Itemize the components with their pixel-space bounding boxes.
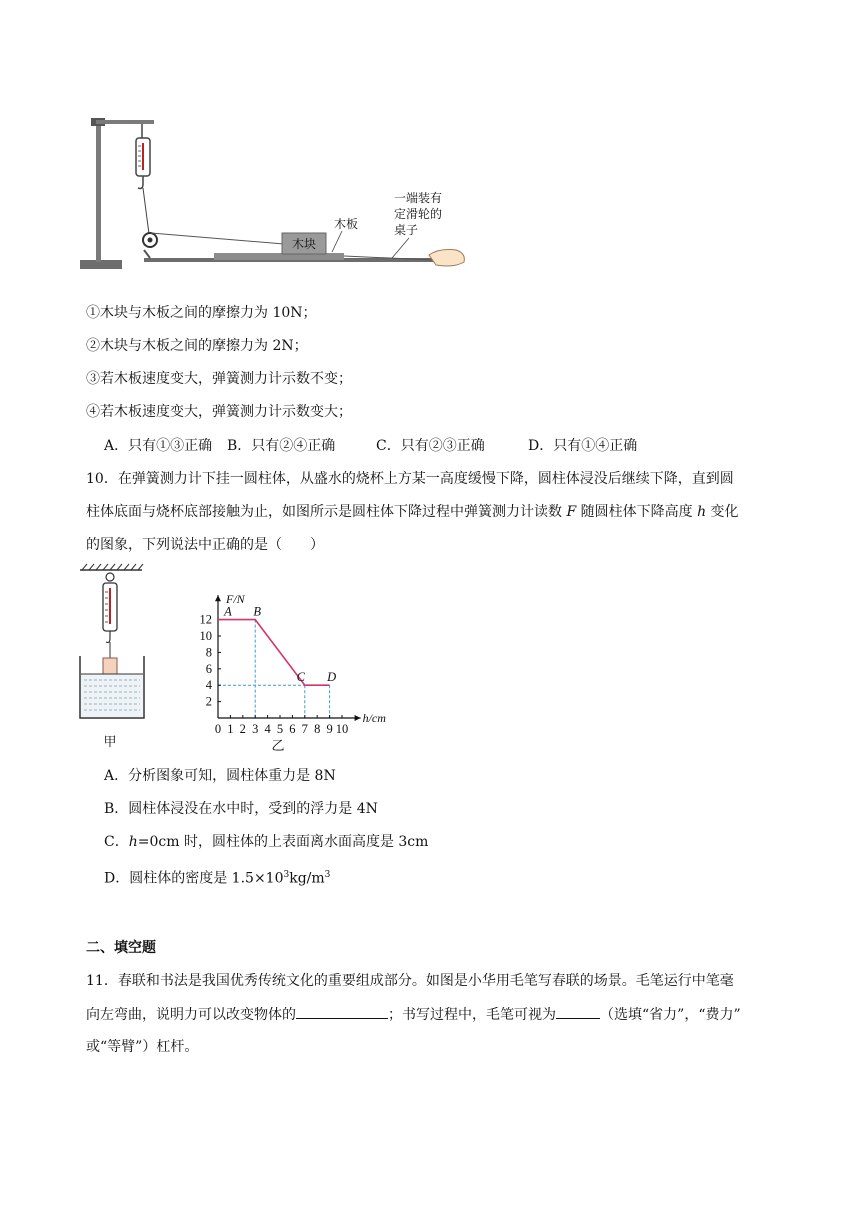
q10-option-c: C．h=0cm 时，圆柱体的上表面离水面高度是 3cm bbox=[104, 834, 429, 850]
point-label-b: B bbox=[253, 604, 262, 619]
q9-statement-2: ②木块与木板之间的摩擦力为 2N； bbox=[86, 338, 308, 354]
point-label-d: D bbox=[327, 670, 337, 685]
x-tick-label: 10 bbox=[335, 722, 349, 736]
q10-stem-line3: 的图象，下列说法中正确的是（ ） bbox=[86, 537, 324, 553]
answer-blank-2[interactable] bbox=[556, 1004, 600, 1019]
q11-line2: 向左弯曲，说明力可以改变物体的 ；书写过程中，毛笔可视为 （选填“省力”，“费力” bbox=[86, 1004, 741, 1025]
y-axis-arrow bbox=[215, 595, 221, 601]
table-label-line3: 桌子 bbox=[394, 223, 419, 237]
x-tick-label: 0 bbox=[214, 722, 222, 736]
x-tick-label: 8 bbox=[314, 722, 321, 736]
q9-option-a: A．只有①③正确 bbox=[104, 438, 213, 454]
x-tick-label: 1 bbox=[227, 722, 234, 736]
beaker-figure bbox=[74, 562, 154, 752]
x-tick-label: 7 bbox=[301, 722, 308, 736]
q10-stem-line2: 柱体底面与烧杯底部接触为止，如图所示是圆柱体下降过程中弹簧测力计读数 F 随圆柱体下降高度 h 变化 bbox=[86, 504, 739, 520]
q10-option-a: A．分析图象可知，圆柱体重力是 8N bbox=[104, 768, 336, 784]
q9-statement-1: ①木块与木板之间的摩擦力为 10N； bbox=[86, 305, 317, 321]
y-tick-label: 8 bbox=[205, 645, 212, 660]
x-axis-label: h/cm bbox=[362, 711, 386, 725]
q11-line1: 11．春联和书法是我国优秀传统文化的重要组成部分。如图是小华用毛笔写春联的场景。毛笔运行中笔毫 bbox=[86, 973, 734, 989]
x-axis-arrow bbox=[355, 715, 361, 721]
table-label-line1: 一端装有 bbox=[394, 191, 443, 205]
q10-option-d: D．圆柱体的密度是 $1.5\times 10^3kg/m^3$ bbox=[104, 870, 331, 887]
figure-yi-caption: 乙 bbox=[271, 738, 285, 753]
x-tick-label: 9 bbox=[326, 722, 333, 736]
table-label-line2: 定滑轮的 bbox=[394, 207, 443, 221]
answer-blank-1[interactable] bbox=[296, 1004, 388, 1019]
q9-option-b: B．只有②④正确 bbox=[227, 438, 336, 454]
q10-stem-line1: 10．在弹簧测力计下挂一圆柱体，从盛水的烧杯上方某一高度缓慢下降，圆柱体浸没后继续下降，直到圆 bbox=[86, 471, 734, 487]
x-tick-label: 6 bbox=[289, 722, 296, 736]
y-tick-label: 12 bbox=[199, 612, 212, 627]
y-tick-label: 4 bbox=[205, 678, 212, 693]
force-series-line bbox=[218, 620, 330, 686]
friction-apparatus-figure bbox=[74, 110, 474, 280]
q10-option-b: B．圆柱体浸没在水中时，受到的浮力是 4N bbox=[104, 801, 378, 817]
figure-jia-caption: 甲 bbox=[103, 734, 117, 749]
q9-option-d: D．只有①④正确 bbox=[528, 438, 638, 454]
q9-option-c: C．只有②③正确 bbox=[376, 438, 485, 454]
point-label-c: C bbox=[296, 670, 305, 685]
y-tick-label: 10 bbox=[199, 629, 212, 643]
board-label: 木板 bbox=[334, 217, 359, 231]
x-tick-label: 2 bbox=[239, 722, 246, 736]
q9-statement-4: ④若木板速度变大，弹簧测力计示数变大； bbox=[86, 404, 352, 420]
block-label: 木块 bbox=[291, 237, 317, 251]
section-title-fill-blank: 二、填空题 bbox=[86, 940, 156, 956]
x-tick-label: 3 bbox=[252, 722, 259, 736]
x-tick-label: 4 bbox=[264, 722, 271, 736]
point-label-a: A bbox=[224, 604, 232, 619]
force-height-chart bbox=[190, 558, 450, 754]
y-tick-label: 6 bbox=[205, 661, 212, 676]
y-tick-label: 2 bbox=[205, 694, 212, 709]
y-axis-label: F/N bbox=[226, 592, 245, 607]
q9-statement-3: ③若木板速度变大，弹簧测力计示数不变； bbox=[86, 371, 352, 387]
q11-line3: 或“等臂”）杠杆。 bbox=[86, 1039, 199, 1055]
x-tick-label: 5 bbox=[276, 722, 284, 736]
